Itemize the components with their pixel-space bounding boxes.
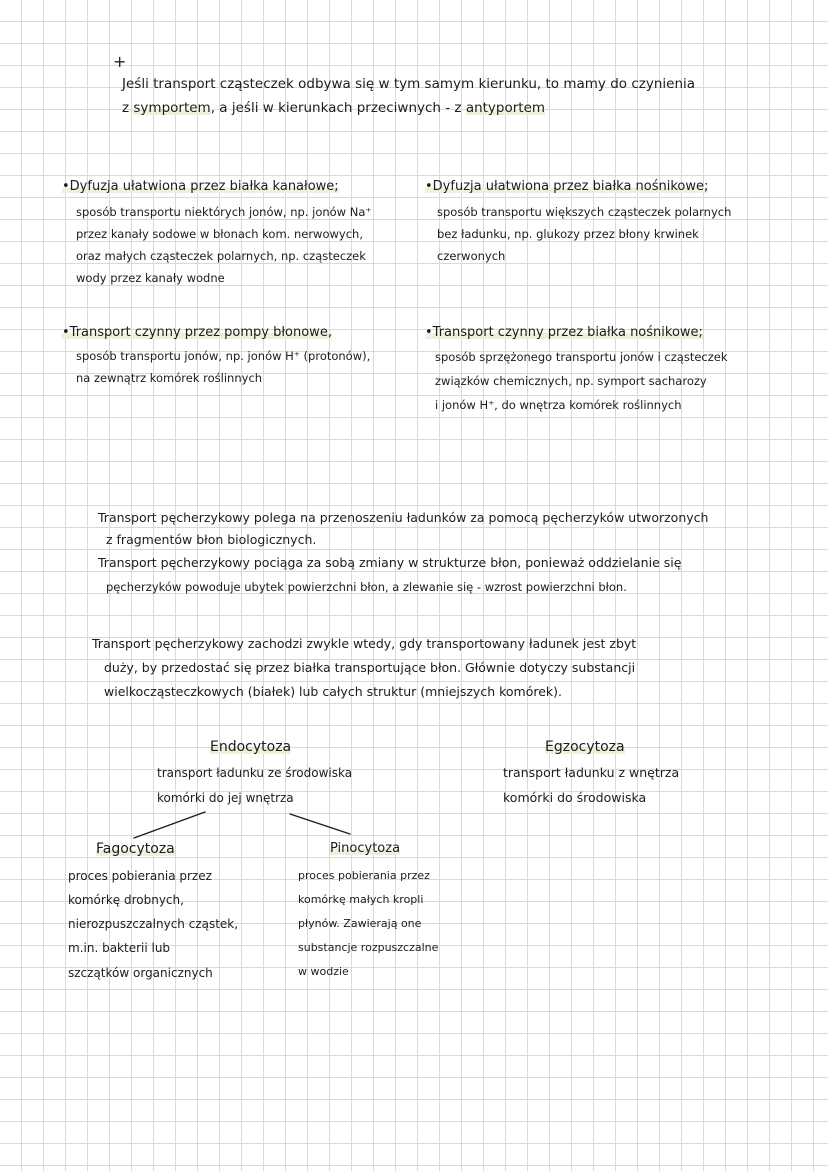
pinocytoza-description [298, 864, 528, 984]
fagocytoza-title: Fagocytoza [96, 841, 175, 857]
note-line: sposób transportu jonów, np. jonów H⁺ (protonów), [76, 349, 371, 363]
czynny-nosnikowe-title: •Transport czynny przez białka nośnikowe; [425, 325, 703, 340]
note-line: sposób sprzężonego transportu jonów i cząsteczek [435, 350, 728, 364]
czynny-nosnikowe-note [425, 323, 765, 417]
dyfuzja-kanalowe-title: •Dyfuzja ułatwiona przez białka kanałowe; [62, 179, 339, 194]
note-line: wody przez kanały wodne [76, 271, 225, 285]
note-line: płynów. Zawierają one [298, 917, 422, 930]
note-line: sposób transportu większych cząsteczek polarnych [437, 205, 732, 219]
pompy-note [62, 323, 402, 389]
intro-note [122, 72, 722, 120]
note-line: komórki do środowiska [503, 790, 647, 805]
note-line: m.in. bakterii lub [68, 941, 171, 955]
note-line: komórki do jej wnętrza [157, 791, 294, 805]
note-line: komórkę małych kropli [298, 893, 424, 906]
note-line: przez kanały sodowe w błonach kom. nerwowych, [76, 227, 363, 241]
dyfuzja-kanalowe-note [62, 177, 402, 289]
symport-term: symportem [133, 100, 211, 116]
note-line: proces pobierania przez [68, 869, 212, 883]
fagocytoza-description [68, 864, 298, 986]
note-line: na zewnątrz komórek roślinnych [76, 371, 263, 385]
intro-line-2-a: z [122, 100, 134, 116]
note-line: szczątków organicznych [68, 966, 213, 980]
antyport-term: antyportem [465, 100, 546, 116]
note-line: z fragmentów błon biologicznych. [106, 532, 317, 547]
note-line: transport ładunku z wnętrza [503, 765, 680, 780]
note-line: nierozpuszczalnych cząstek, [68, 917, 239, 931]
pinocytoza-title: Pinocytoza [330, 841, 401, 856]
note-line: Transport pęcherzykowy pociąga za sobą zmiany w strukturze błon, ponieważ oddzielanie się [98, 555, 682, 570]
note-line: bez ładunku, np. glukozy przez błony krwinek [437, 227, 699, 241]
transport-pecherzykowy-definition [98, 506, 758, 598]
note-line: oraz małych cząsteczek polarnych, np. cząsteczek [76, 249, 366, 263]
note-line: w wodzie [298, 965, 349, 978]
note-line: transport ładunku ze środowiska [157, 766, 353, 780]
transport-pecherzykowy-conditions [92, 632, 752, 704]
note-line: duży, by przedostać się przez białka transportujące błon. Głównie dotyczy substancji [104, 660, 636, 675]
note-line: sposób transportu niektórych jonów, np. jonów Na⁺ [76, 205, 372, 219]
endocytoza-description [157, 760, 417, 810]
egzocytoza-description [503, 760, 763, 810]
branch-line-pinocytoza [290, 814, 350, 834]
note-line: proces pobierania przez [298, 869, 430, 882]
dyfuzja-nosnikowe-note [425, 177, 765, 267]
endocytoza-title: Endocytoza [210, 739, 292, 755]
note-line: substancje rozpuszczalne [298, 941, 439, 954]
intro-line-2 [122, 96, 722, 120]
note-line: związków chemicznych, np. symport sacharozy [435, 374, 707, 388]
note-line: wielkocząsteczkowych (białek) lub całych struktur (mniejszych komórek). [104, 684, 563, 699]
note-line: i jonów H⁺, do wnętrza komórek roślinnych [435, 398, 682, 412]
note-line: Transport pęcherzykowy polega na przenoszeniu ładunków za pomocą pęcherzyków utworzonych [98, 510, 709, 525]
plus-mark: + [113, 52, 127, 71]
branch-line-fagocytoza [134, 812, 205, 838]
note-line: komórkę drobnych, [68, 893, 184, 907]
note-line: czerwonych [437, 249, 506, 263]
dyfuzja-nosnikowe-title: •Dyfuzja ułatwiona przez białka nośnikowe; [425, 179, 709, 194]
note-line: Transport pęcherzykowy zachodzi zwykle wtedy, gdy transportowany ładunek jest zbyt [92, 636, 637, 651]
egzocytoza-title: Egzocytoza [545, 739, 625, 755]
pompy-title: •Transport czynny przez pompy błonowe, [62, 325, 332, 340]
intro-line-1: Jeśli transport cząsteczek odbywa się w tym samym kierunku, to mamy do czynienia [122, 76, 696, 92]
note-line: pęcherzyków powoduje ubytek powierzchni błon, a zlewanie się - wzrost powierzchni błon. [106, 580, 627, 594]
intro-line-2-b: , a jeśli w kierunkach przeciwnych - z [210, 100, 466, 116]
